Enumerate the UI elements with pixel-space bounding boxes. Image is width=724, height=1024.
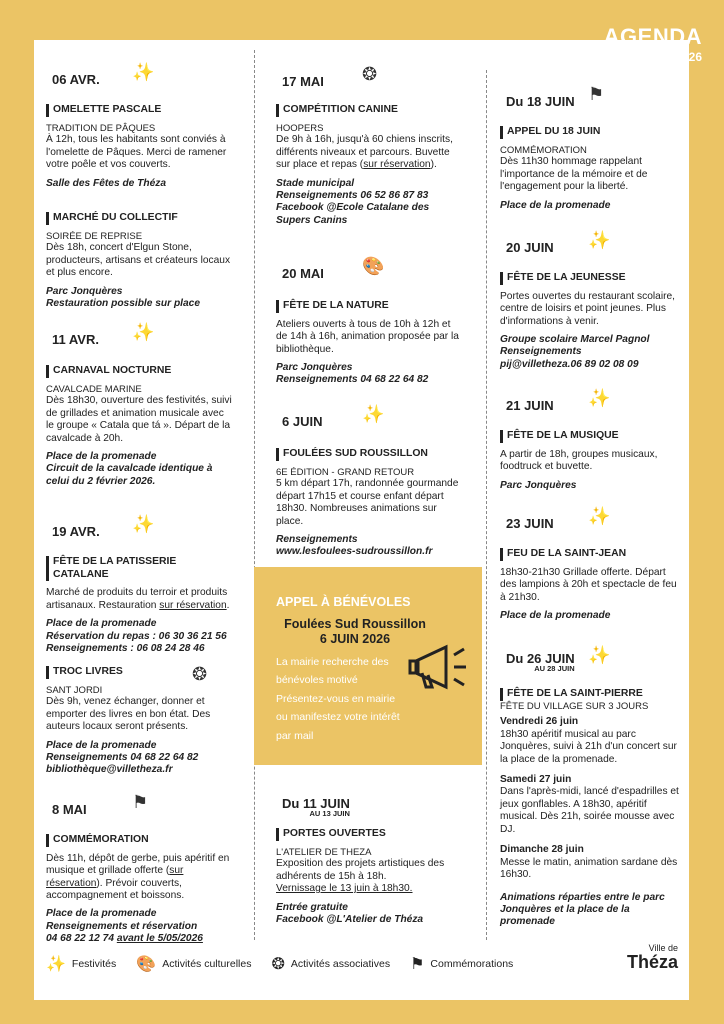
associatives-icon: ❂	[362, 64, 378, 84]
event-appel-18-juin: APPEL DU 18 JUIN COMMÉMORATION Dès 11h30 hommage rappelant l'importance de la mémoire et de l'engagement pour la liberté. Place de la promenade	[500, 126, 680, 212]
event-omelette: OMELETTE PASCALE TRADITION DE PÂQUES À 12h, tous les habitants sont conviés à l'omelette de Pâques. Merci de ramener votre poêle et vos couverts. Salle des Fêtes de Théza	[46, 104, 232, 190]
event-saint-jean: FEU DE LA SAINT-JEAN 18h30-21h30 Grillade offerte. Départ des lampions à 20h et spectacle de feu à 21h30. Place de la promenade	[500, 548, 680, 622]
date-header: Du 26 JUIN AU 28 JUIN ✨	[506, 645, 611, 673]
festivites-icon: ✨	[588, 506, 611, 526]
event-competition-canine: COMPÉTITION CANINE HOOPERS De 9h à 16h, jusqu'à 60 chiens inscrits, différents niveaux et parcours. Buvette sur place et repas (sur réservation). Stade municipal Renseignements 06 52 86 87 83 Facebook @Ecole Catalane des Supers Canins	[276, 104, 462, 227]
event-carnaval: CARNAVAL NOCTURNE CAVALCADE MARINE Dès 18h30, ouverture des festivités, suivi de grillades et animation musicale avec le groupe « Catala que tá ». Départ de la cavalcade à 20h. Place de la promenade Circuit de la cavalcade identique à celui du 2 février 2026.	[46, 365, 232, 487]
event-fete-nature: FÊTE DE LA NATURE Ateliers ouverts à tous de 10h à 12h et de 14h à 16h, animation proposée par la bibliothèque. Parc Jonquères Renseignements 04 68 22 64 82	[276, 300, 462, 387]
agenda-title: AGENDA	[603, 24, 702, 49]
date-header: 17 MAI ❂	[282, 64, 378, 89]
date-header: 21 JUIN ✨	[506, 388, 611, 413]
festivites-icon: ✨	[132, 514, 155, 534]
date-header: 6 JUIN ✨	[282, 404, 385, 429]
date-header: 20 JUIN ✨	[506, 230, 611, 255]
event-commemoration: COMMÉMORATION Dès 11h, dépôt de gerbe, puis apéritif en musique et grillade offerte (sur réservation). Prévoir couverts, accompagnement et boissons. Place de la promenade Renseignements et réservation 04 68 22 12 74 avant le 5/05/2026	[46, 834, 232, 946]
festivites-icon: ✨	[362, 404, 385, 424]
culturelles-icon: 🎨	[136, 956, 157, 973]
festivites-icon: ✨	[588, 230, 611, 250]
legend-item: ❂ Activités associatives	[271, 956, 391, 973]
legend-item: ⚑ Commémorations	[410, 956, 514, 973]
date-header: 20 MAI 🎨	[282, 256, 385, 281]
date-header: Du 18 JUIN ⚑	[506, 84, 605, 109]
volunteer-event: Foulées Sud Roussillon 6 JUIN 2026	[284, 617, 426, 646]
event-foulees: FOULÉES SUD ROUSSILLON 6E ÉDITION - GRAND RETOUR 5 km départ 17h, randonnée gourmande départ 17h15 et course enfant départ 18h30. Nombreuses animations sur place. Renseignements www.lesfoulees-sudroussillon.fr	[276, 448, 462, 559]
date-header: 19 AVR. ✨	[52, 514, 155, 539]
festivites-icon: ✨	[588, 388, 611, 408]
date-header: 8 MAI ⚑	[52, 792, 149, 817]
volunteer-callout: APPEL À BÉNÉVOLES Foulées Sud Roussillon 6 JUIN 2026 La mairie recherche des bénévoles motivé Présentez-vous en mairie ou manifestez votre intérêt par mail	[254, 567, 482, 765]
event-fete-musique: FÊTE DE LA MUSIQUE A partir de 18h, groupes musicaux, foodtruck et buvette. Parc Jonquères	[500, 430, 680, 492]
commemorations-icon: ⚑	[410, 956, 425, 973]
ville-logo: Ville de Théza	[626, 943, 678, 972]
event-patisserie: FÊTE DE LA PATISSERIE CATALANE Marché de produits du terroir et produits artisanaux. Restauration sur réservation. Place de la promenade Réservation du repas : 06 30 36 21 56 Renseignements : 06 08 24 28 46	[46, 556, 232, 656]
festivites-icon: ✨	[132, 322, 155, 342]
column-separator	[486, 70, 487, 940]
festivites-icon: ✨	[588, 645, 611, 665]
legend-item: 🎨 Activités culturelles	[136, 956, 252, 973]
date-header: 06 AVR. ✨	[52, 62, 155, 87]
agenda-subtitle: Avril—juin 2026	[612, 50, 702, 64]
event-saint-pierre: FÊTE DE LA SAINT-PIERRE FÊTE DU VILLAGE SUR 3 JOURS Vendredi 26 juin 18h30 apéritif musical au parc Jonquères, suivi à 21h d'un concert sur la place de la promenade. Samedi 27 juin Dans l'après-midi, lancé d'espadrilles et jeux gonflables. A 18h30, apéritif musical. Dès 21h, soirée mousse avec DJ. Dimanche 28 juin Messe le matin, animation sardane dès 16h30. Animations réparties entre le parc Jonquères et la place de la promenade	[500, 688, 679, 928]
festivites-icon: ✨	[132, 62, 155, 82]
culturelles-icon: 🎨	[362, 256, 385, 276]
event-troc-livres: TROC LIVRES SANT JORDI Dès 9h, venez échanger, donner et emporter des livres en bon état. Des auteurs locaux seront présents. Place de la promenade Renseignements 04 68 22 64 82 bibliothèque@villetheza.fr	[46, 666, 232, 777]
commemorations-icon: ⚑	[132, 792, 149, 812]
festivites-icon: ✨	[46, 956, 66, 973]
event-portes-ouvertes: PORTES OUVERTES L'ATELIER DE THEZA Exposition des projets artistiques des adhérents de 15h à 18h. Vernissage le 13 juin à 18h30. Entrée gratuite Facebook @L'Atelier de Théza	[276, 828, 462, 926]
megaphone-icon	[406, 639, 470, 695]
date-header: Du 11 JUIN AU 13 JUIN	[282, 796, 350, 818]
associatives-icon: ❂	[192, 664, 208, 684]
event-fete-jeunesse: FÊTE DE LA JEUNESSE Portes ouvertes du restaurant scolaire, centre de loisirs et point jeunes. Plus d'informations à venir. Groupe scolaire Marcel Pagnol Renseignements pij@villetheza.06 89 02 08 09	[500, 272, 680, 371]
column-separator	[254, 50, 255, 940]
date-header: 11 AVR. ✨	[52, 322, 155, 347]
event-marche: MARCHÉ DU COLLECTIF SOIRÉE DE REPRISE Dès 18h, concert d'Elgun Stone, producteurs, artisans et créateurs locaux et plus encore. Parc Jonquères Restauration possible sur place	[46, 212, 231, 310]
legend	[46, 954, 533, 974]
commemorations-icon: ⚑	[588, 84, 605, 104]
legend-item: ✨ Festivités	[46, 956, 117, 973]
date-header: 23 JUIN ✨	[506, 506, 611, 531]
associatives-icon: ❂	[271, 956, 285, 973]
agenda-header	[604, 26, 702, 63]
